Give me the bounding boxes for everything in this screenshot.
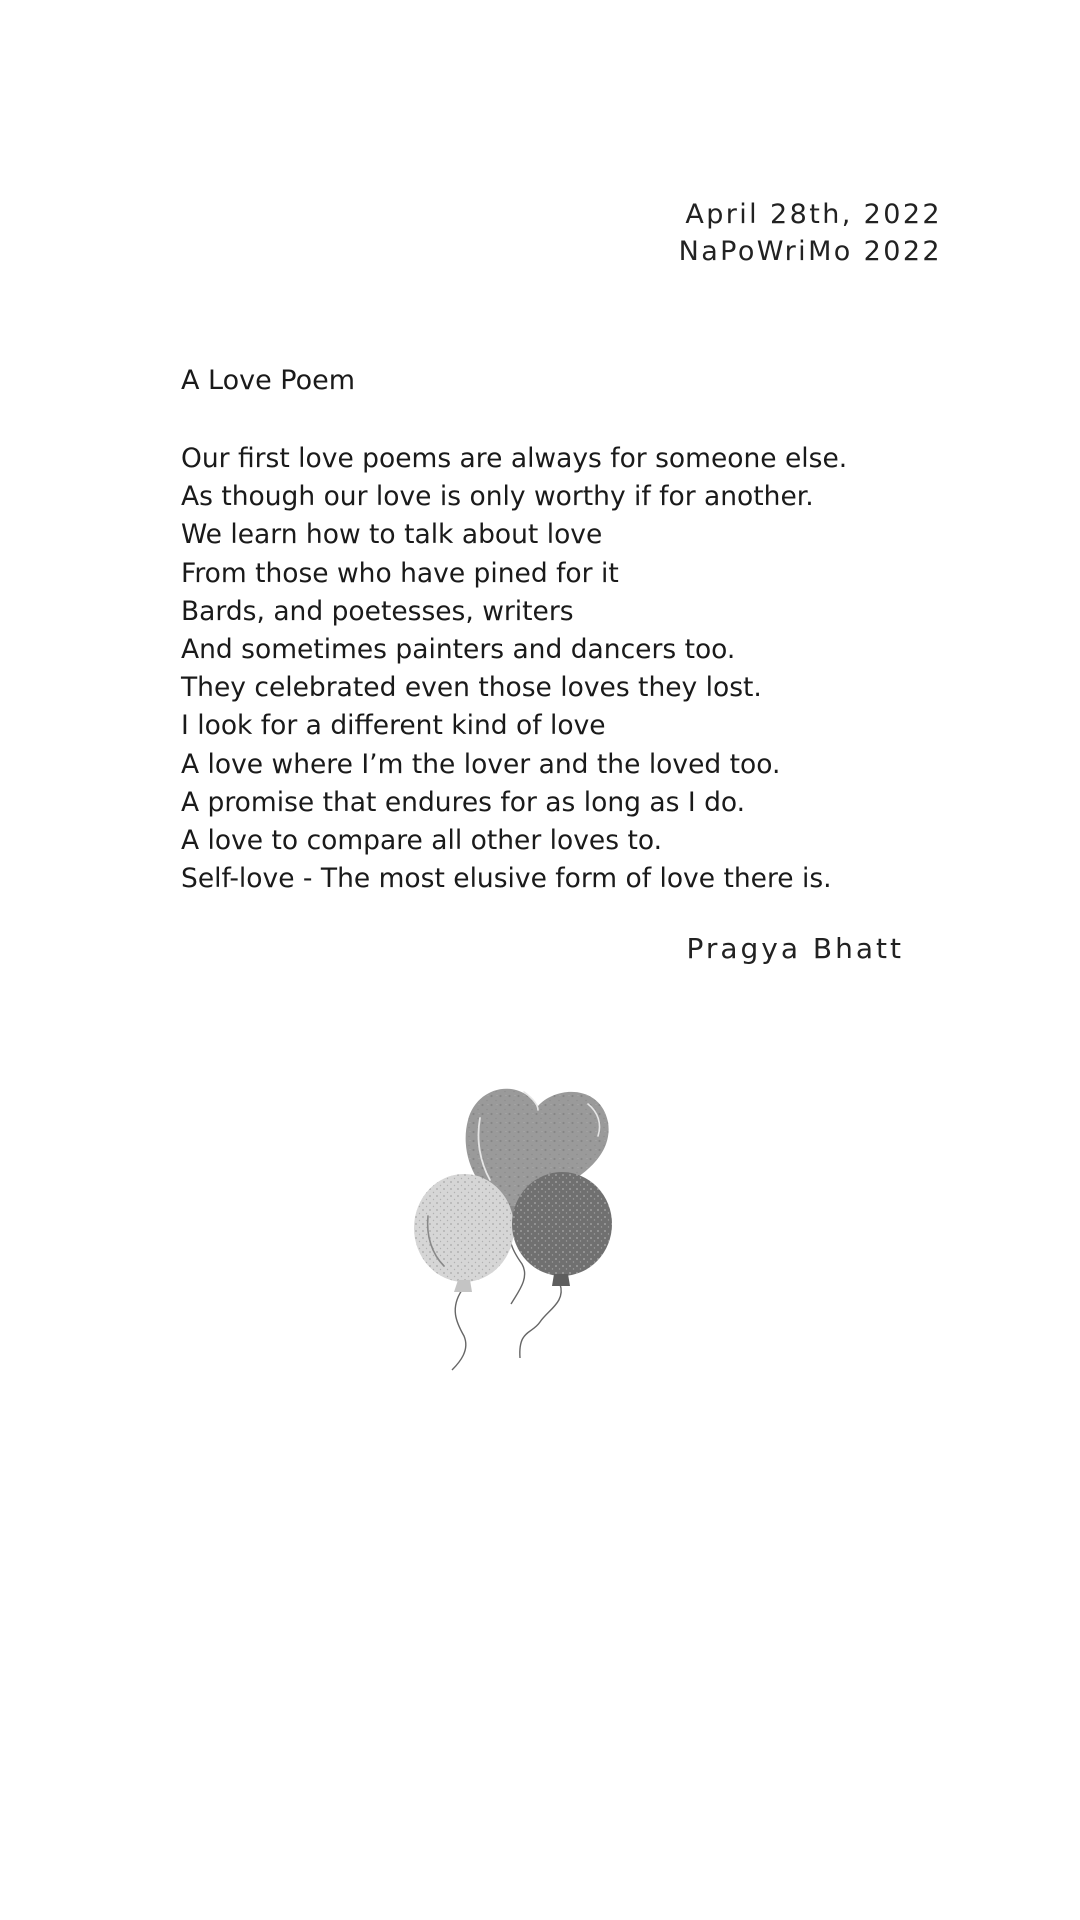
poem-line: I look for a different kind of love	[181, 710, 606, 742]
poem-line: They celebrated even those loves they lost.	[181, 672, 762, 704]
poem-line: Self-love - The most elusive form of love there is.	[181, 863, 832, 895]
poem-line: Our first love poems are always for someone else.	[181, 443, 848, 474]
poem-line: From those who have pined for it	[181, 557, 619, 589]
poem-body	[181, 440, 847, 898]
poem-line: A love where I’m the lover and the loved too.	[181, 748, 781, 780]
poem-line: A love to compare all other loves to.	[181, 825, 663, 857]
poem-author: Pragya Bhatt	[686, 932, 904, 965]
balloons-illustration	[400, 1040, 640, 1400]
poem-line: As though our love is only worthy if for another.	[181, 481, 814, 513]
balloon-string	[452, 1290, 466, 1370]
dark-balloon	[512, 1172, 612, 1286]
light-balloon	[414, 1174, 514, 1292]
poem-line: We learn how to talk about love	[181, 519, 603, 551]
balloon-string	[520, 1284, 561, 1358]
poem-title: A Love Poem	[181, 365, 356, 396]
poem-line: And sometimes painters and dancers too.	[181, 634, 736, 666]
poem-line: A promise that endures for as long as I do.	[181, 786, 746, 818]
poem-line: Bards, and poetesses, writers	[181, 595, 574, 627]
poem-date: April 28th, 2022	[685, 199, 942, 230]
poem-header	[679, 196, 942, 270]
balloons-icon	[400, 1040, 640, 1400]
event-name: NaPoWriMo 2022	[678, 236, 942, 267]
